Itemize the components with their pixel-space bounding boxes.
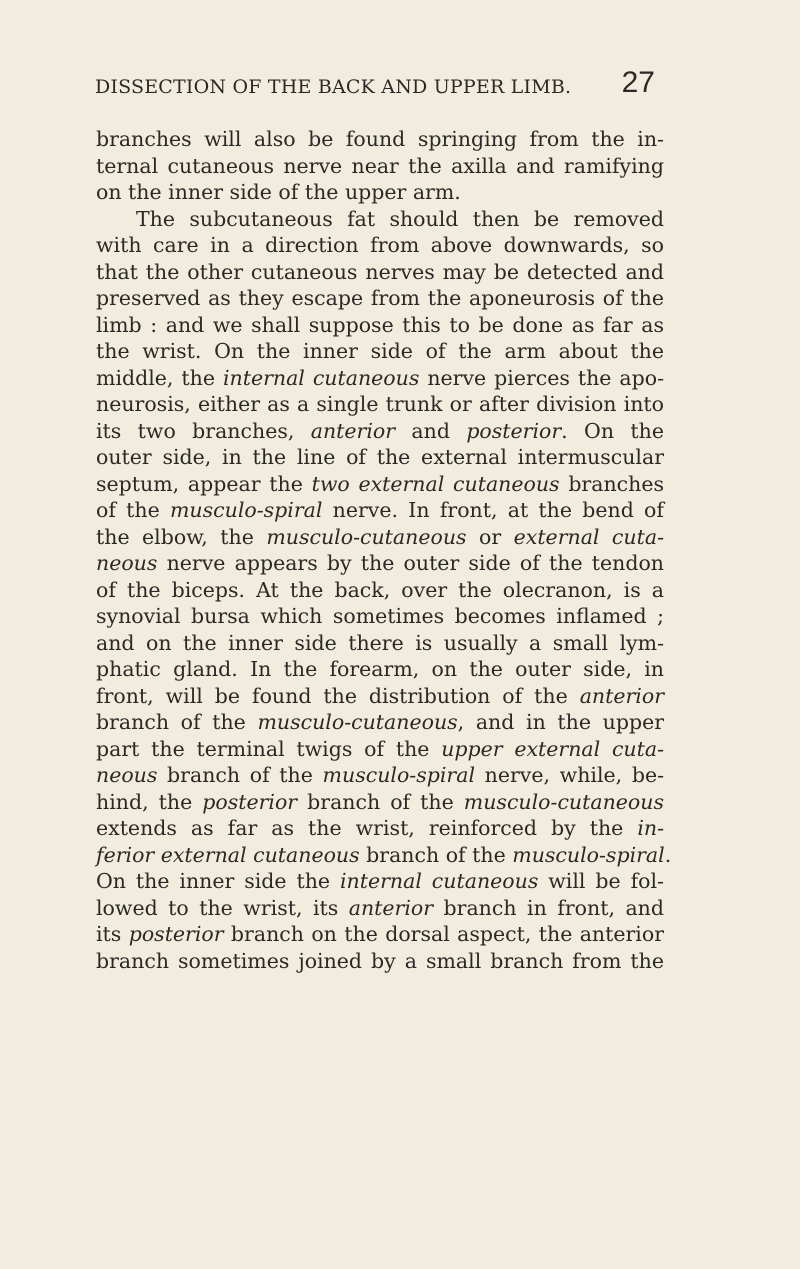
italic-term: musculo-spiral. xyxy=(512,842,672,867)
italic-term: posterior xyxy=(128,922,224,946)
text-line: extends as far as the wrist, reinforced by the in- xyxy=(96,816,664,840)
body-text xyxy=(96,126,672,974)
italic-term: two external cutaneous xyxy=(311,471,560,496)
text-line: phatic gland. In the forearm, on the outer side, in xyxy=(96,657,664,681)
italic-term: external cuta- xyxy=(513,524,665,549)
italic-term: musculo-cutaneous xyxy=(257,710,458,734)
italic-term: neous xyxy=(96,551,158,575)
text-line: and on the inner side there is usually a small lym- xyxy=(96,630,664,655)
italic-term: in- xyxy=(637,816,664,840)
italic-term: ferior external cutaneous xyxy=(96,842,360,867)
text-line: The subcutaneous fat should then be removed xyxy=(136,206,664,231)
text-line: hind, the posterior branch of the musculo-cutaneous xyxy=(96,789,664,814)
text-line: ternal cutaneous nerve near the axilla and ramifying xyxy=(96,153,664,178)
text-line: ferior external cutaneous branch of the musculo-spiral. xyxy=(96,842,672,867)
text-line: the elbow, the musculo-cutaneous or external cuta- xyxy=(96,524,665,549)
text-line: limb : and we shall suppose this to be done as far as xyxy=(96,312,664,337)
italic-term: musculo-cutaneous xyxy=(266,524,467,549)
text-line: preserved as they escape from the aponeurosis of the xyxy=(96,286,664,310)
text-line: branch sometimes joined by a small branch from the xyxy=(96,948,664,973)
text-line: septum, appear the two external cutaneous branches xyxy=(96,471,664,496)
italic-term: internal cutaneous xyxy=(222,365,420,390)
text-line: with care in a direction from above downwards, so xyxy=(96,233,664,257)
text-line: of the musculo-spiral nerve. In front, at the bend of xyxy=(96,498,664,522)
page-number: 27 xyxy=(621,66,655,99)
italic-term: upper external cuta- xyxy=(441,736,665,761)
italic-term: posterior xyxy=(202,789,298,814)
italic-term: anterior xyxy=(310,418,396,443)
italic-term: anterior xyxy=(579,683,664,708)
text-line: neous branch of the musculo-spiral nerve, while, be- xyxy=(96,763,665,787)
italic-term: internal cutaneous xyxy=(339,869,539,893)
italic-term: musculo-spiral xyxy=(322,763,475,787)
text-line: lowed to the wrist, its anterior branch in front, and xyxy=(96,895,664,920)
text-line: part the terminal twigs of the upper external cuta- xyxy=(96,736,665,761)
text-line: synovial bursa which sometimes becomes inflamed ; xyxy=(96,604,664,628)
text-line: middle, the internal cutaneous nerve pierces the apo- xyxy=(96,365,664,390)
text-line: its posterior branch on the dorsal aspect, the anterior xyxy=(96,922,664,946)
text-line: neous nerve appears by the outer side of the tendon xyxy=(96,551,664,575)
text-line: its two branches, anterior and posterior. On the xyxy=(96,418,664,443)
italic-term: musculo-cutaneous xyxy=(463,789,664,814)
text-line: branches will also be found springing from the in- xyxy=(96,127,664,151)
text-line: branch of the musculo-cutaneous, and in the upper xyxy=(96,710,664,734)
text-line: on the inner side of the upper arm. xyxy=(96,180,461,204)
text-line: the wrist. On the inner side of the arm about the xyxy=(96,339,664,363)
text-line: that the other cutaneous nerves may be detected and xyxy=(96,259,664,284)
text-line: front, will be found the distribution of the anterior xyxy=(96,683,664,708)
italic-term: anterior xyxy=(348,895,434,920)
text-line: of the biceps. At the back, over the olecranon, is a xyxy=(96,577,664,602)
text-line: outer side, in the line of the external intermuscular xyxy=(96,445,664,469)
italic-term: neous xyxy=(96,763,158,787)
running-head: DISSECTION OF THE BACK AND UPPER LIMB. xyxy=(95,76,572,98)
italic-term: musculo-spiral xyxy=(169,498,323,522)
italic-term: posterior xyxy=(466,418,562,443)
page-header xyxy=(95,66,655,108)
text-line: On the inner side the internal cutaneous will be fol- xyxy=(96,869,664,893)
text-line: neurosis, either as a single trunk or after division into xyxy=(96,392,664,416)
